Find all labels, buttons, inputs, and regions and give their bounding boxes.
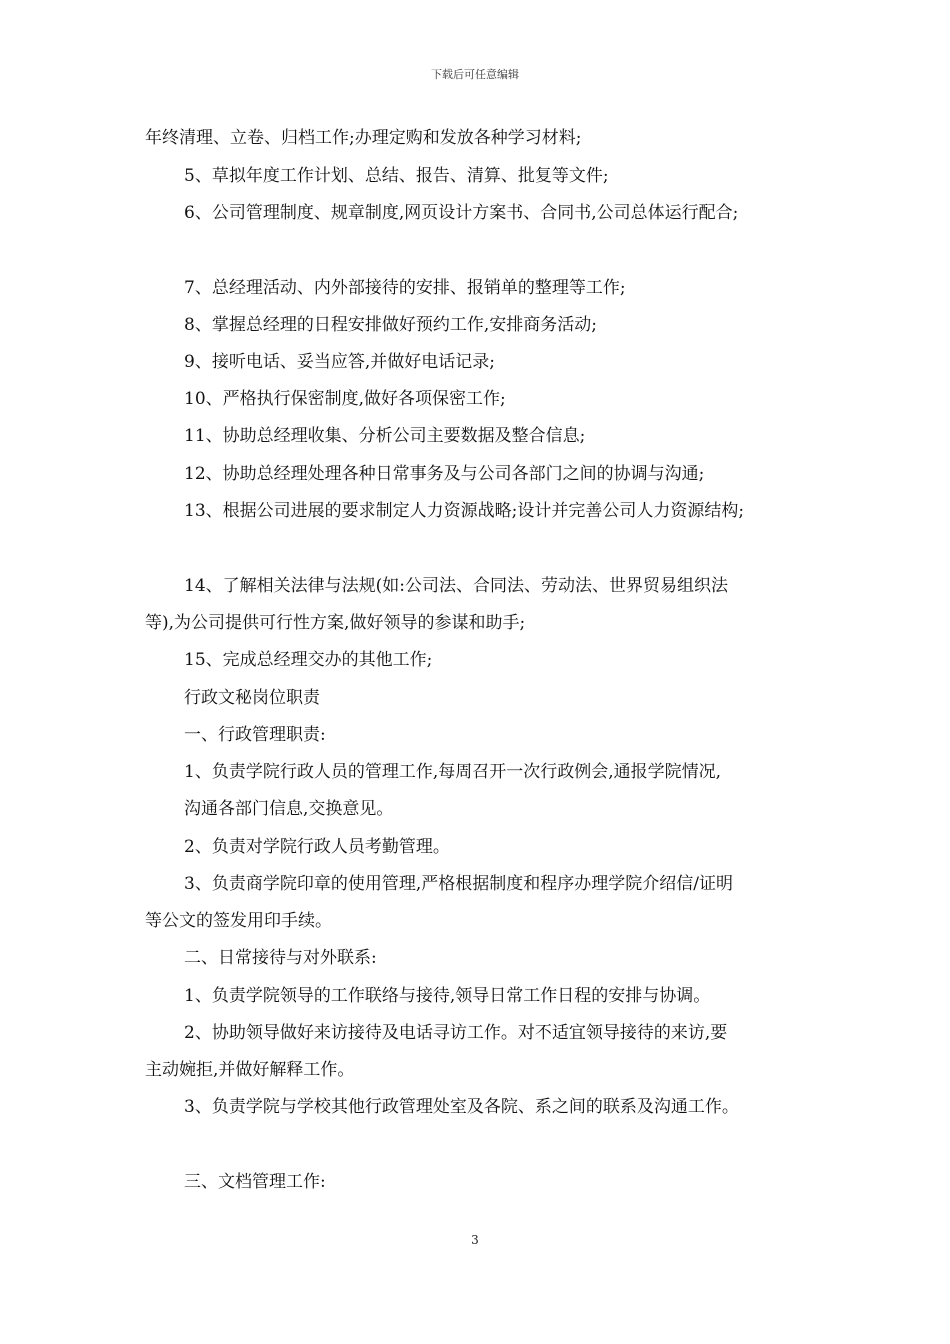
text-line: 10、严格执行保密制度,做好各项保密工作;: [184, 389, 506, 409]
page-number: 3: [471, 1233, 479, 1247]
text-line: 15、完成总经理交办的其他工作;: [184, 650, 433, 670]
text-line: 7、总经理活动、内外部接待的安排、报销单的整理等工作;: [184, 278, 626, 298]
text-line: 12、协助总经理处理各种日常事务及与公司各部门之间的协调与沟通;: [184, 464, 705, 484]
text-line: 2、协助领导做好来访接待及电话寻访工作。对不适宜领导接待的来访,要: [184, 1023, 728, 1043]
text-line: 13、根据公司进展的要求制定人力资源战略;设计并完善公司人力资源结构;: [184, 501, 745, 521]
section-heading: 二、日常接待与对外联系:: [184, 948, 377, 968]
section-heading: 行政文秘岗位职责: [184, 688, 320, 708]
section-heading: 三、文档管理工作:: [184, 1172, 326, 1192]
text-line: 5、草拟年度工作计划、总结、报告、清算、批复等文件;: [184, 166, 609, 186]
text-line: 6、公司管理制度、规章制度,网页设计方案书、合同书,公司总体运行配合;: [184, 203, 739, 223]
text-line: 主动婉拒,并做好解释工作。: [145, 1060, 355, 1080]
text-line: 14、了解相关法律与法规(如:公司法、合同法、劳动法、世界贸易组织法: [184, 576, 728, 596]
text-line: 1、负责学院行政人员的管理工作,每周召开一次行政例会,通报学院情况,: [184, 762, 722, 782]
section-heading: 一、行政管理职责:: [184, 725, 326, 745]
page-header: 下载后可任意编辑: [431, 68, 519, 81]
text-line: 1、负责学院领导的工作联络与接待,领导日常工作日程的安排与协调。: [184, 986, 711, 1006]
text-line: 9、接听电话、妥当应答,并做好电话记录;: [184, 352, 495, 372]
text-line: 3、负责学院与学校其他行政管理处室及各院、系之间的联系及沟通工作。: [184, 1097, 739, 1117]
text-line: 等公文的签发用印手续。: [145, 911, 332, 931]
text-line: 3、负责商学院印章的使用管理,严格根据制度和程序办理学院介绍信/证明: [184, 874, 733, 894]
text-line: 沟通各部门信息,交换意见。: [184, 799, 394, 819]
text-line: 8、掌握总经理的日程安排做好预约工作,安排商务活动;: [184, 315, 597, 335]
text-line: 11、协助总经理收集、分析公司主要数据及整合信息;: [184, 426, 586, 446]
text-line: 2、负责对学院行政人员考勤管理。: [184, 837, 450, 857]
text-line: 等),为公司提供可行性方案,做好领导的参谋和助手;: [145, 613, 526, 633]
text-line: 年终清理、立卷、归档工作;办理定购和发放各种学习材料;: [145, 128, 582, 148]
